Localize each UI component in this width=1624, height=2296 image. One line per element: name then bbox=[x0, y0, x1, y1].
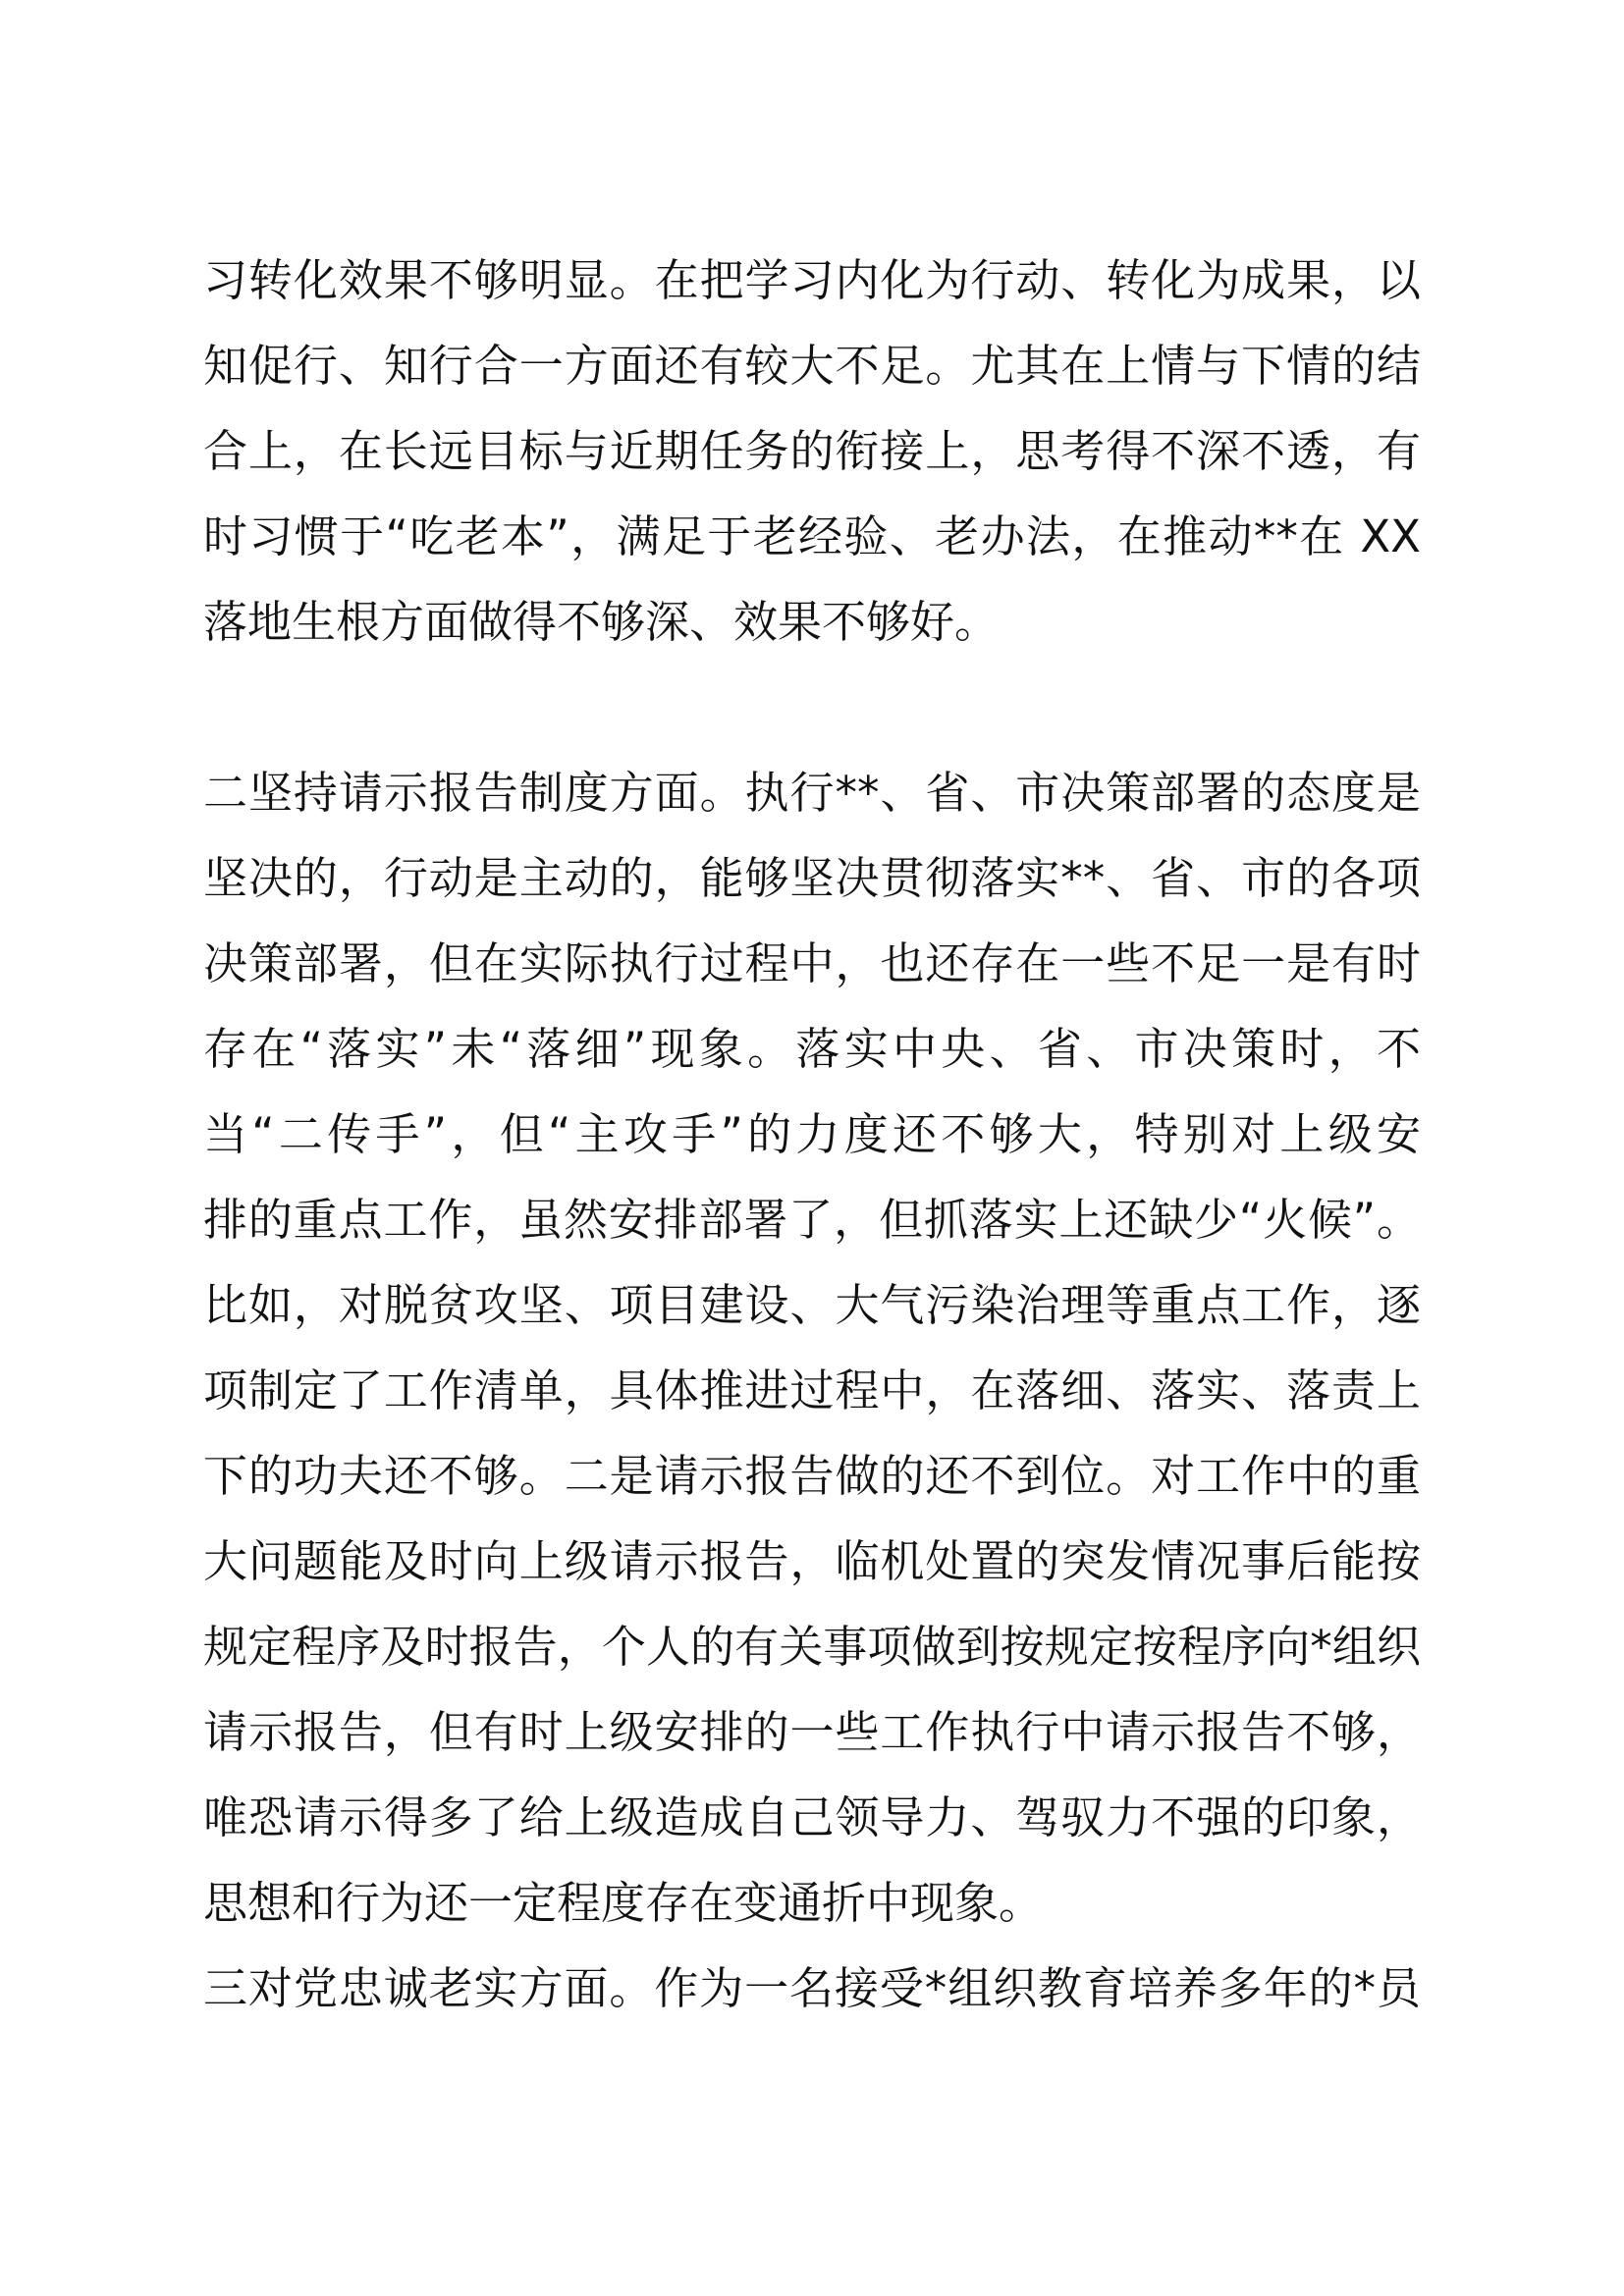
document-page bbox=[203, 238, 1421, 2031]
paragraph-1 bbox=[203, 238, 1421, 665]
text-line: 坚决的，行动是主动的，能够坚决贯彻落实**、省、市的各项 bbox=[203, 852, 1421, 904]
text-line: 大问题能及时向上级请示报告，临机处置的突发情况事后能按 bbox=[203, 1535, 1421, 1587]
text-line: 存在“落实”未“落细”现象。落实中央、省、市决策时，不 bbox=[203, 1023, 1421, 1075]
text-line: 排的重点工作，虽然安排部署了，但抓落实上还缺少“火候”。 bbox=[203, 1194, 1421, 1246]
text-line: 比如，对脱贫攻坚、项目建设、大气污染治理等重点工作，逐 bbox=[203, 1279, 1421, 1331]
text-line: 三对党忠诚老实方面。作为一名接受*组织教育培养多年的*员 bbox=[203, 1962, 1421, 2014]
text-line: 请示报告，但有时上级安排的一些工作执行中请示报告不够， bbox=[203, 1706, 1421, 1758]
text-line: 唯恐请示得多了给上级造成自己领导力、驾驭力不强的印象， bbox=[203, 1791, 1421, 1843]
text-line: 当“二传手”，但“主攻手”的力度还不够大，特别对上级安 bbox=[203, 1108, 1421, 1160]
text-line: 决策部署，但在实际执行过程中，也还存在一些不足一是有时 bbox=[203, 937, 1421, 989]
text-line: 习转化效果不够明显。在把学习内化为行动、转化为成果，以 bbox=[203, 254, 1421, 306]
text-line: 时习惯于“吃老本”，满足于老经验、老办法，在推动**在 XX bbox=[203, 510, 1421, 562]
paragraph-2 bbox=[203, 750, 1421, 1946]
paragraph-3 bbox=[203, 1946, 1421, 2031]
text-line: 知促行、知行合一方面还有较大不足。尤其在上情与下情的结 bbox=[203, 340, 1421, 392]
text-line: 思想和行为还一定程度存在变通折中现象。 bbox=[203, 1877, 1044, 1929]
text-line: 合上，在长远目标与近期任务的衔接上，思考得不深不透，有 bbox=[203, 425, 1421, 477]
text-line: 规定程序及时报告，个人的有关事项做到按规定按程序向*组织 bbox=[203, 1621, 1421, 1673]
paragraph-gap bbox=[203, 665, 1421, 750]
text-line: 二坚持请示报告制度方面。执行**、省、市决策部署的态度是 bbox=[203, 767, 1421, 819]
text-line: 项制定了工作清单，具体推进过程中，在落细、落实、落责上 bbox=[203, 1364, 1421, 1416]
text-line: 落地生根方面做得不够深、效果不够好。 bbox=[203, 596, 1000, 648]
text-line: 下的功夫还不够。二是请示报告做的还不到位。对工作中的重 bbox=[203, 1450, 1421, 1502]
